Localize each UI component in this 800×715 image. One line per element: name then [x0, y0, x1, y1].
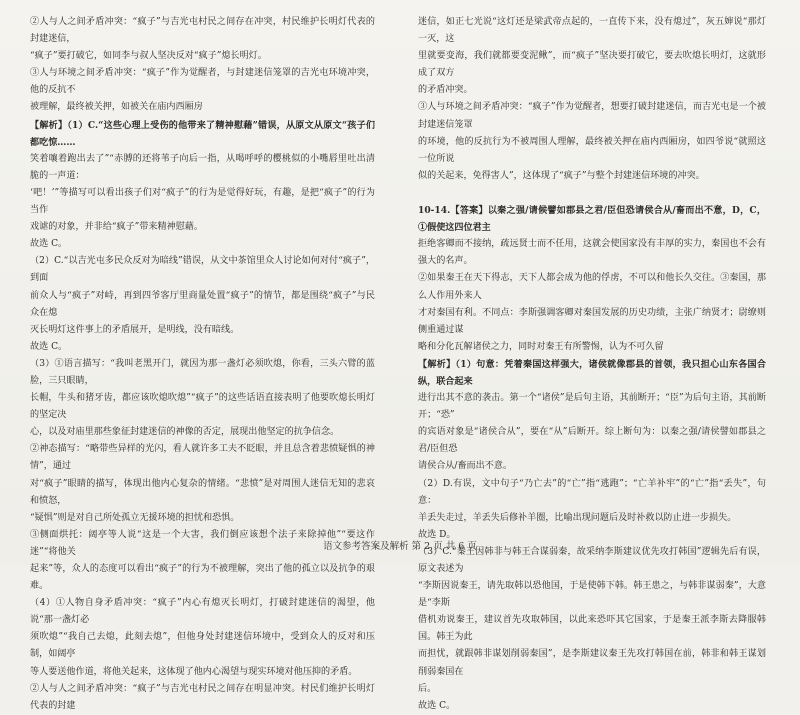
text-line: “李斯因说秦王，请先取韩以恐他国，于是使韩下韩。韩王患之，与韩非谋弱秦”，大意是“李斯 — [418, 581, 766, 609]
text-line: 请侯合从/畜而出不意。 — [418, 461, 513, 472]
text-line: 故选 D。 — [418, 529, 456, 540]
text-line: 迷信，如正七光说“这灯还是梁武帝点起的，一直传下来，没有熄过”，灰五婶说“那灯一灭，这 — [418, 17, 766, 45]
text-line: 进行出其不意的袭击。第一个“诸侯”是后句主语，其前断开；“臣”为后句主语，其前断开；“恐” — [418, 393, 766, 421]
text-line: 故选 C。 — [418, 700, 456, 711]
text-line: ③人与环境之间矛盾冲突：“疯子”作为觉醒者，与封建迷信笼罩的吉光屯环境冲突，他的反抗不 — [30, 68, 375, 96]
text-line: 戏谑的对象，并非给“疯子”带来精神慰藉。 — [30, 222, 203, 233]
text-line: 等人要送他作道，将他关起来，这体现了他内心渴望与现实环境对他压抑的矛盾。 — [30, 666, 358, 677]
text-line: 对“疯子”眼睛的描写，体现出他内心复杂的情绪。“悲愤”是对周围人迷信无知的悲哀和愤怒， — [30, 478, 375, 506]
text-line: 被理解，最终被关押，如被关在庙内西厢房 — [30, 102, 203, 113]
text-line: 拒绝客卿而不接纳，疏远贤士而不任用，这就会使国家没有丰厚的实力，秦国也不会有强大的名声。 — [418, 239, 766, 267]
text-line: 故选 C。 — [30, 341, 68, 352]
text-line: ②神态描写：“略带些异样的光闪，看人就许多工夫不眨眼，并且总含着悲愤疑惧的神情”，通过 — [30, 444, 375, 472]
text-line: 的环境，他的反抗行为不被周围人理解，最终被关押在庙内西厢房，如四爷说“就照这一位所说 — [418, 136, 766, 164]
text-line — [418, 185, 766, 202]
text-line: 后。 — [418, 683, 437, 694]
text-line: 略和分化瓦解诸侯之力，同时对秦王有所警惕，认为不可久留 — [418, 341, 664, 352]
text-line: （2）D.有误，文中句子“乃亡去”的“亡”指“逃跑”；“亡羊补牢”的“亡”指“丢失”，句意： — [418, 478, 766, 506]
page-footer: 语文参考答案及解析 第 2 页 共 6 页 — [323, 541, 477, 552]
text-line: 【解析】（1）C.“这些心理上受伤的他带来了精神慰藉”错误，从原文从原文“孩子们都吃惊…… — [30, 119, 375, 148]
right-column — [418, 14, 766, 715]
text-line: 起来”等，众人的态度可以看出“疯子”的行为不被理解，突出了他的孤立以及抗争的艰难。 — [30, 564, 375, 592]
text-line: （2）C.“以吉光屯多民众反对为暗线”错误，从文中茶馆里众人讨论如何对付“疯子”，到面 — [30, 256, 375, 284]
text-line: 才对秦国有利。不同点：李斯强调客卿对秦国发展的历史功绩，主张广纳贤才；尉缭则侧重通过谋 — [418, 307, 766, 335]
text-line: 灭长明灯这件事上的矛盾展开，是明线，没有暗线。 — [30, 324, 240, 335]
left-column — [30, 14, 375, 715]
text-line: ②人与人之间矛盾冲突：“疯子”与吉光屯村民之间存在冲突，村民维护长明灯代表的封建迷信， — [30, 17, 375, 45]
text-line: “疯子”要打破它，如同李与叔人坚决反对“疯子”熄长明灯。 — [30, 51, 267, 62]
text-line: 前众人与“疯子”对峙，再到四爷客厅里商量处置“疯子”的情节，都是围绕“疯子”与民众在熄 — [30, 290, 375, 318]
text-line: ②如果秦王在天下得志，天下人都会成为他的俘虏，不可以和他长久交往。③秦国，那么人作用外来人 — [418, 273, 766, 301]
text-line: 故选 C。 — [30, 239, 68, 250]
text-line: 借机劝说秦王，建议首先攻取韩国，以此来恐吓其它国家，于是秦王派李斯去降服韩国。韩王为此 — [418, 615, 766, 643]
text-line: （3）①语言描写：“我叫老黑开门，就因为那一盏灯必须吹熄，你看，三头六臂的蓝脸，三只眼睛， — [30, 358, 375, 386]
text-line: ‘吧！’”等描写可以看出孩子们对“疯子”的行为是觉得好玩，有趣，是把“疯子”的行为当作 — [30, 187, 375, 216]
text-line: 里就要变海，我们就都要变泥鳅”，而“疯子”坚决要打破它，要去吹熄长明灯，这就形成了双方 — [418, 51, 766, 79]
text-line: 10-14.【答案】以秦之强/请候譬如郡县之君/臣但恐请侯合从/畜而出不意，D，C，①假使这四位君主 — [418, 205, 766, 234]
text-line: ③人与环境之间矛盾冲突：“疯子”作为觉醒者，想要打破封建迷信，而吉光屯是一个被封建迷信笼罩 — [418, 102, 766, 130]
text-line: （4）①人物自身矛盾冲突：“疯子”内心有熄灭长明灯，打破封建迷信的渴望，他说“那一盏灯必 — [30, 598, 375, 626]
text-line: 心，以及对庙里那些象征封建迷信的神像的否定，展现出他坚定的抗争信念。 — [30, 427, 340, 438]
text-line: 须吹熄”“我自己去熄，此刻去熄”，但他身处封建迷信环境中，受到众人的反对和压制，如阔亭 — [30, 632, 375, 660]
text-line: 长帽，牛头和猪牙齿，都应该吹熄吹熄”“疯子”的这些话语直接表明了他要吹熄长明灯的坚定决 — [30, 393, 375, 421]
text-line: 笑着嚷着跑出去了”“赤膊的还将苇子向后一指，从喝呼呼的樱桃似的小嘴唇里吐出清脆的一声道： — [30, 153, 375, 181]
text-line: 而担忧，就跟韩非谋划削弱秦国”，是李斯建议秦王先攻打韩国在前，韩非和韩王谋划削弱秦国在 — [418, 649, 766, 677]
text-line: ②人与人之间矛盾冲突：“疯子”与吉光屯村民之间存在明显冲突。村民们维护长明灯代表的封建 — [30, 683, 375, 711]
text-line: 的矛盾冲突。 — [418, 85, 473, 96]
text-line: 羊丢失走过，羊丢失后修补羊圈，比喻出现问题后及时补救以防止进一步损失。 — [418, 512, 737, 523]
text-line: ③侧面烘托：阔亭等人说“这是一个大害，我们倒应该想个法子来除掉他”“要这作迷”“将他关 — [30, 529, 375, 557]
text-line: “疑惧”则是对自己所处孤立无援环境的担忧和恐惧。 — [30, 512, 240, 523]
text-line: 【解析】（1）句意：凭着秦国这样强大，诸侯就像郡县的首领，我只担心山东各国合纵，联合起来 — [418, 358, 766, 387]
text-line: 的宾语对象是“诸侯合从”，要在“从”后断开。综上断句为：以秦之强/请侯譬如郡县之君/臣但恐 — [418, 427, 766, 455]
text-line: （3）C.“秦王因韩非与韩王合谋弱秦，故采纳李斯建议优先攻打韩国”逻辑先后有误，原文表述为 — [418, 546, 766, 574]
text-line: 似的关起来，免得害人”，这体现了“疯子”与整个封建迷信环境的冲突。 — [418, 170, 705, 181]
